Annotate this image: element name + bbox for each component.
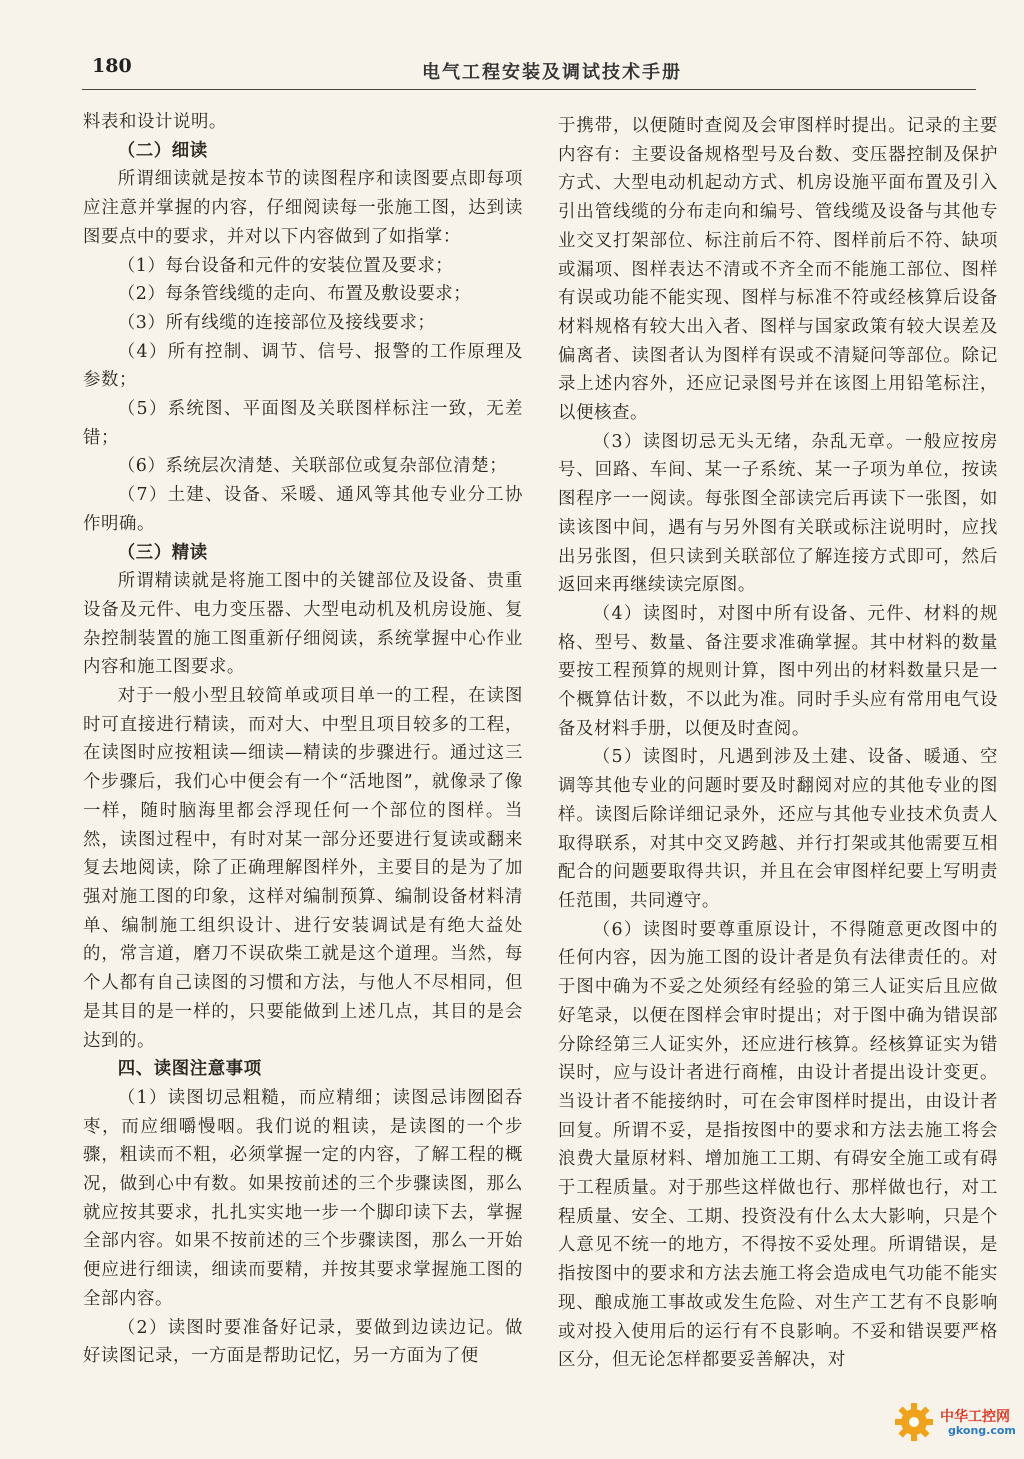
paragraph: 所谓精读就是将施工图中的关键部位及设备、贵重设备及元件、电力变压器、大型电动机及机房设施、复杂控制装置的施工图重新仔细阅读，系统掌握中心作业内容和施工图要求。: [83, 571, 523, 678]
watermark-domain: gkong.com: [948, 1424, 1016, 1437]
paragraph: 对于一般小型且较简单或项目单一的工程，在读图时可直接进行精读，而对大、中型且项目较多的工程，在读图时应按粗读—细读—精读的步骤进行。通过这三个步骤后，我们心中便会有一个“活地图”，就像录了像一样，随时脑海里都会浮现任何一个部位的图样。当然，读图过程中，有时对某一部分还要进行复读或翻来复去地阅读，除了正确理解图样外，主要目的是为了加强对施工图的印象，这样对编制预算、编制设备材料清单、编制施工组织设计、进行安装调试是有绝大益处的，常言道，磨刀不误砍柴工就是这个道理。当然，每个人都有自己读图的习惯和方法，与他人不尽相同，但是其目的是一样的，只要能做到上述几点，其目的是会达到的。: [83, 686, 523, 1051]
right-column: [558, 112, 998, 1375]
paragraph: （1）读图切忌粗糙，而应精细；读图忌讳囫囵吞枣，而应细嚼慢咽。我们说的粗读，是读图的一个步骤，粗读而不粗，必须掌握一定的内容，了解工程的概况，做到心中有数。如果按前述的三个步骤读图，那么就应按其要求，扎扎实实地一步一个脚印读下去，掌握全部内容。如果不按前述的三个步骤读图，那么一开始便应进行细读，细读而要精，并按其要求掌握施工图的全部内容。: [83, 1087, 523, 1309]
paragraph: （6）读图时要尊重原设计，不得随意更改图中的任何内容，因为施工图的设计者是负有法律责任的。对于图中确为不妥之处须经有经验的第三人证实后且应做好笔录，以便在图样会审时提出；对于图中确为错误部分除经第三人证实外，还应进行核算。经核算证实为错误时，应与设计者进行商榷，由设计者提出设计变更。当设计者不能接纳时，可在会审图样时提出，由设计者回复。所谓不妥，是指按图中的要求和方法去施工将会浪费大量原材料、增加施工工期、有碍安全施工或有碍于工程质量。对于那些这样做也行、那样做也行，对工程质量、安全、工期、投资没有什么太大影响，只是个人意见不统一的地方，不得按不妥处理。所谓错误，是指按图中的要求和方法去施工将会造成电气功能不能实现、酿成施工事故或发生危险、对生产工艺有不良影响或对投入使用后的运行有不良影响。不妥和错误要严格区分，但无论怎样都要妥善解决，对: [558, 919, 998, 1371]
page-header: [82, 55, 976, 90]
paragraph: （3）所有线缆的连接部位及接线要求；: [117, 312, 436, 333]
page-number: 180: [92, 55, 132, 77]
site-watermark: [892, 1400, 1022, 1456]
paragraph: （5）读图时，凡遇到涉及土建、设备、暖通、空调等其他专业的问题时要及时翻阅对应的其他专业的图样。读图后除详细记录外，还应与其他专业技术负责人取得联系，对其中交叉跨越、并行打架或其他需要互相配合的问题要取得共识，并且在会审图样纪要上写明责任范围，共同遵守。: [558, 747, 998, 911]
book-title: 电气工程安装及调试技术手册: [422, 62, 682, 83]
paragraph: （5）系统图、平面图及关联图样标注一致，无差错；: [83, 399, 523, 448]
paragraph: 于携带，以便随时查阅及会审图样时提出。记录的主要内容有：主要设备规格型号及台数、变压器控制及保护方式、大型电动机起动方式、机房设施平面布置及引入引出管线缆的分布走向和编号、管线缆及设备与其他专业交叉打架部位、标注前后不符、图样前后不符、缺项或漏项、图样表达不清或不齐全而不能施工部位、图样有误或功能不能实现、图样与标准不符或经核算后设备材料规格有较大出入者、图样与国家政策有较大误差及偏离者、读图者认为图样有误或不清疑问等部位。除记录上述内容外，还应记录图号并在该图上用铅笔标注，以便核查。: [558, 116, 998, 424]
paragraph: 所谓细读就是按本节的读图程序和读图要点即每项应注意并掌握的内容，仔细阅读每一张施工图，达到读图要点中的要求，并对以下内容做到了如指掌：: [83, 169, 523, 247]
paragraph: （2）读图时要准备好记录，要做到边读边记。做好读图记录，一方面是帮助记忆，另一方面为了便: [83, 1317, 523, 1367]
section-heading: 四、读图注意事项: [117, 1059, 262, 1080]
paragraph: 料表和设计说明。: [83, 112, 227, 132]
left-column: [83, 108, 523, 1371]
paragraph: （6）系统层次清楚、关联部位或复杂部位清楚；: [117, 456, 508, 477]
paragraph: （3）读图切忌无头无绪，杂乱无章。一般应按房号、回路、车间、某一子系统、某一子项为单位，按读图程序一一阅读。每张图全部读完后再读下一张图，如读该图中间，遇有与另外图有关联或标注说明时，应找出另张图，但只读到关联部位了解连接方式即可，然后返回来再继续读完原图。: [558, 431, 998, 596]
section-heading: （三）精读: [117, 542, 208, 563]
watermark-site-name: 中华工控网: [940, 1409, 1010, 1425]
paragraph: （7）土建、设备、采暖、通风等其他专业分工协作明确。: [83, 485, 523, 534]
paragraph: （1）每台设备和元件的安装位置及要求；: [117, 255, 454, 276]
paragraph: （4）所有控制、调节、信号、报警的工作原理及参数；: [83, 341, 523, 391]
paragraph: （4）读图时，对图中所有设备、元件、材料的规格、型号、数量、备注要求准确掌握。其中材料的数量要按工程预算的规则计算，图中列出的材料数量只是一个概算估计数，不以此为准。同时手头应有常用电气设备及材料手册，以便及时查阅。: [558, 603, 998, 739]
gear-icon: [892, 1400, 936, 1444]
paragraph: （2）每条管线缆的走向、布置及敷设要求；: [117, 284, 472, 305]
section-heading: （二）细读: [117, 140, 208, 161]
